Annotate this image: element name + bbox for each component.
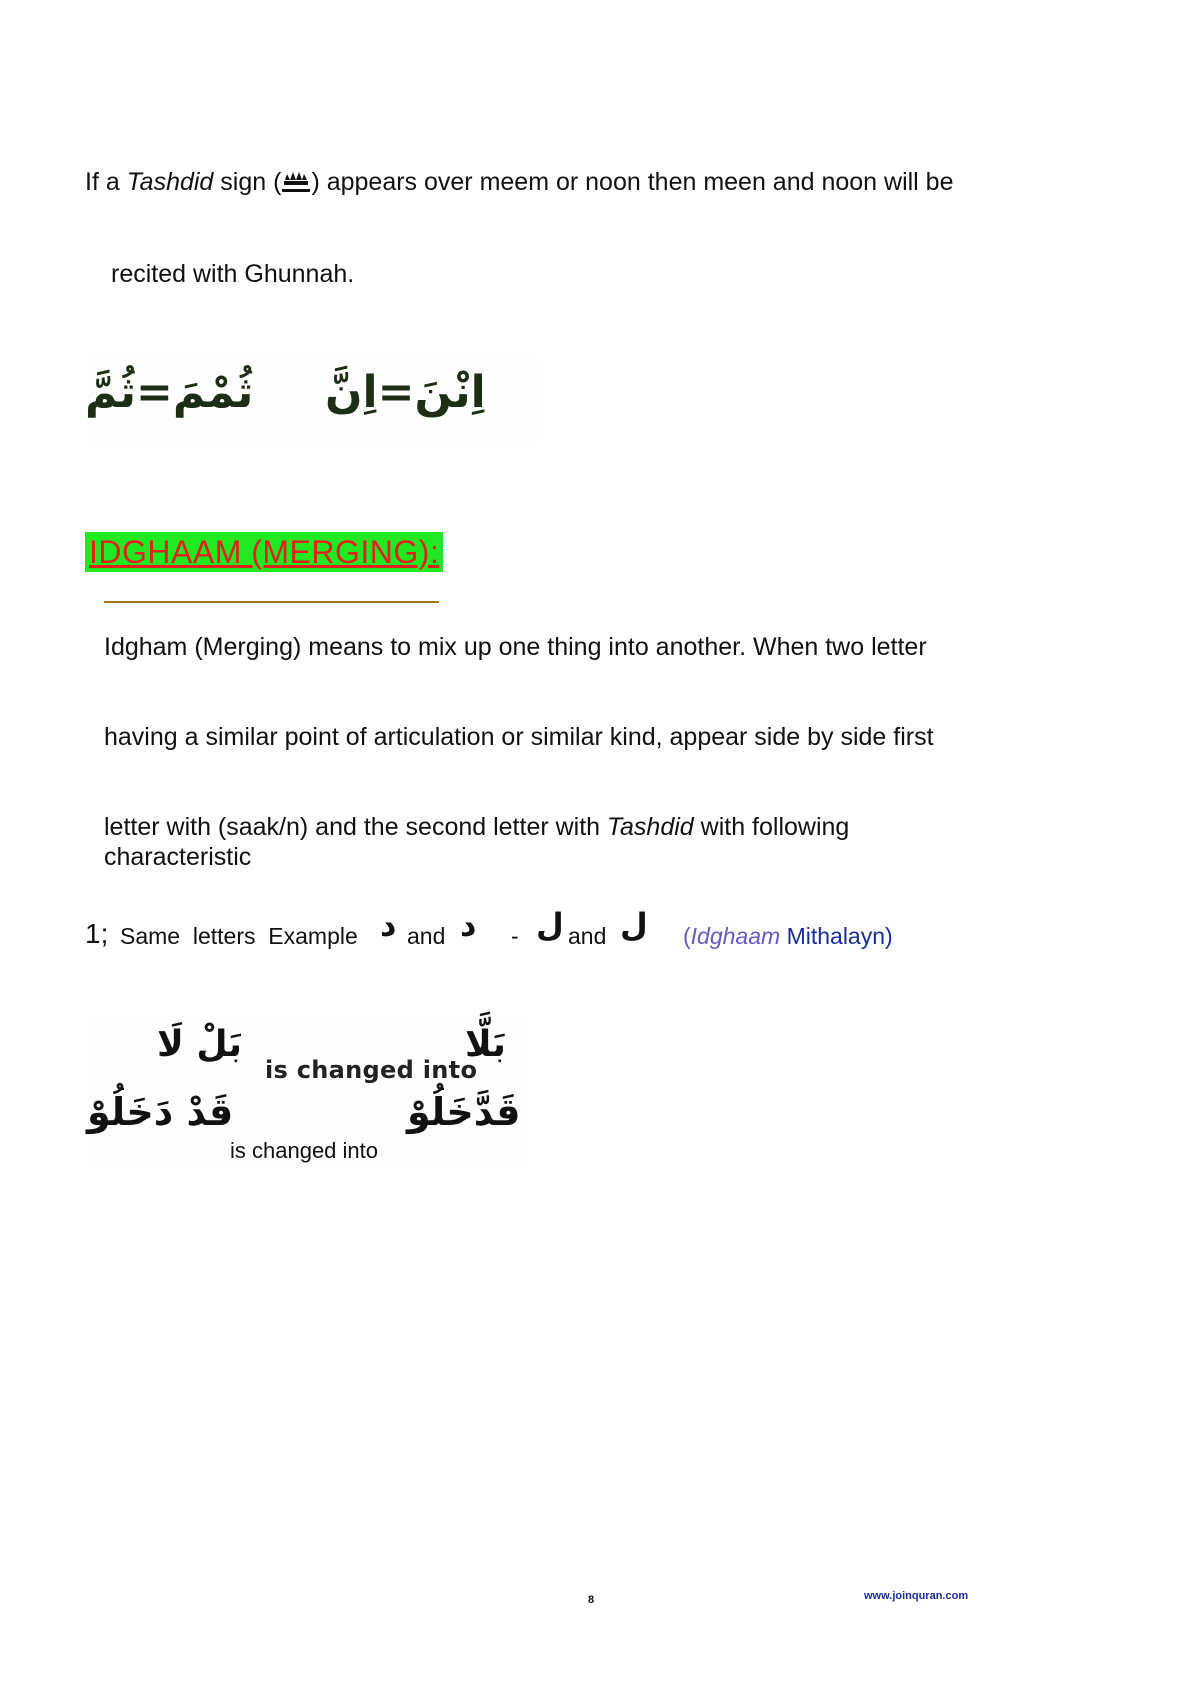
page-number: 8 [588,1594,595,1606]
tashdid-term: Tashdid [126,168,214,196]
idgham-paragraph-line-1: Idgham (Merging) means to mix up one thing into another. When two letter [104,633,927,661]
qad-dakhalu-before: قَدْ دَخَلُوْ [87,1090,234,1134]
lam-letter-1: ل [536,906,564,944]
tashdid-sign-icon [281,168,311,194]
lam-letter-2: ل [620,906,648,944]
rule-label: Same letters Example [120,923,358,949]
section-heading: IDGHAAM (MERGING): [85,532,443,572]
changed-into-label-2: is changed into [230,1138,378,1163]
website-link[interactable]: www.joinquran.com [864,1590,969,1602]
rule-number: 1; [85,918,109,949]
dal-letter-2: د [460,906,477,944]
dash-separator: - [511,923,519,949]
heading-divider [104,601,439,603]
idgham-paragraph-line-2: having a similar point of articulation or similar kind, appear side by side first [104,723,934,751]
tashdid-paragraph-line-1: If a Tashdid sign ( ) appears over meem or noon then meen and noon will be [85,168,954,196]
idghaam-mithalayn-term: (Idghaam Mithalayn) [683,923,893,949]
changed-into-label-1: is changed into [265,1056,478,1084]
balla-after: بَلَّا [465,1024,506,1065]
thumma-example: ثُمْمَ=ثُمَّ [85,367,254,418]
dal-letter-1: د [380,906,397,944]
idghaam-example-image [85,1020,530,1170]
and-text-1: and [407,923,446,949]
and-text-2: and [568,923,607,949]
ghunnah-example-image [85,355,540,445]
idgham-paragraph-line-4: characteristic [104,843,252,871]
bal-la-before: بَلْ لَا [157,1024,242,1065]
idgham-paragraph-line-3: letter with (saak/n) and the second letter with Tashdid with following [104,813,850,841]
tashdid-paragraph-line-2: recited with Ghunnah. [111,260,355,288]
inna-example: اِنْنَ=اِنَّ [325,367,486,418]
qaddakhalu-after: قَدَّخَلُوْ [407,1090,521,1134]
